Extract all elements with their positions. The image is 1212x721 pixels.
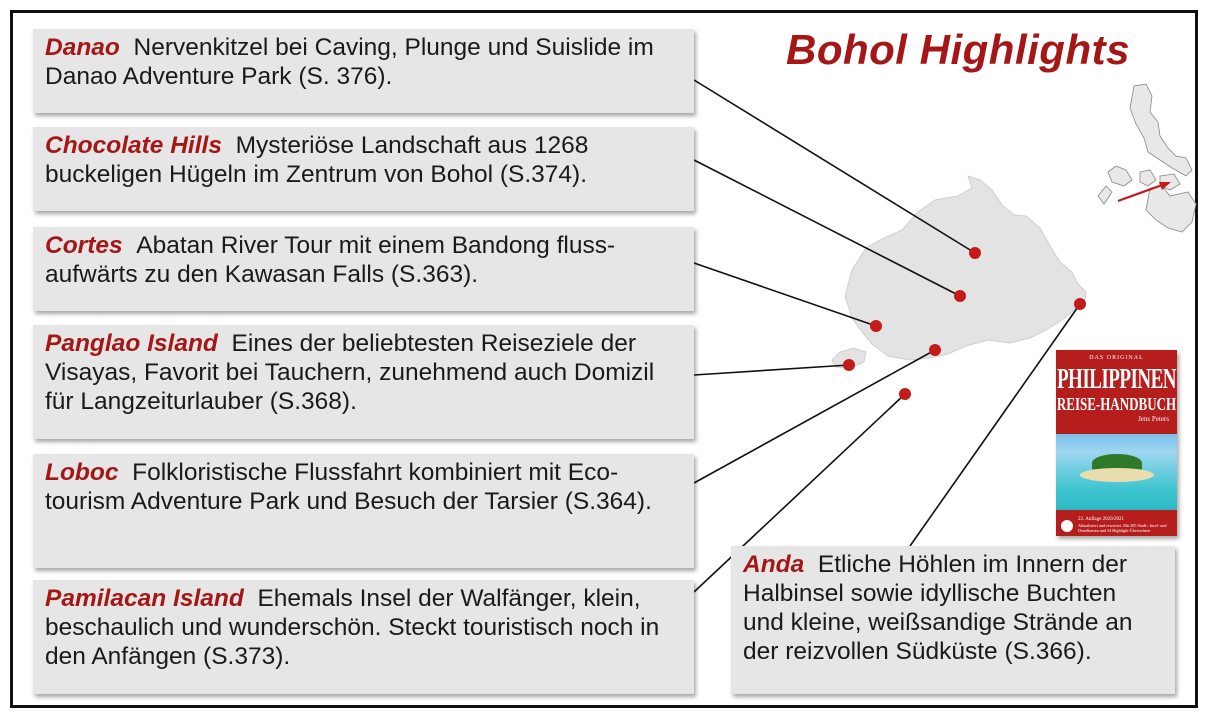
highlight-text: Folkloristische Flussfahrt kombiniert mit Eco-tourism Adventure Park und Besuch der Tarsier (S.364). (45, 459, 652, 515)
highlight-box-1 (33, 29, 694, 113)
highlight-box-3 (33, 227, 694, 311)
book-cover-image (1056, 350, 1177, 536)
highlight-name: Anda (743, 551, 805, 578)
highlight-name: Chocolate Hills (45, 132, 222, 159)
highlight-name: Cortes (45, 232, 123, 259)
connector-line (694, 365, 849, 375)
philippines-overview-map (1098, 84, 1196, 232)
highlight-name: Panglao Island (45, 330, 218, 357)
map-title: Bohol Highlights (786, 26, 1130, 73)
highlight-box-6 (33, 580, 694, 694)
book-title-line2: REISE-HANDBUCH (1056, 393, 1177, 414)
location-marker (870, 320, 882, 332)
book-title-line1: PHILIPPINEN (1056, 364, 1177, 396)
highlight-text: Eines der beliebtesten Reiseziele der Visayas, Favorit bei Tauchern, zunehmend auch Domizil für Langzeiturlauber (S.368). (45, 330, 655, 415)
highlight-name: Danao (45, 34, 120, 61)
highlight-text: Etliche Höhlen im Innern der Halbinsel sowie idyllische Buchten und kleine, weißsandige Strände an der reizvollen Südküste (S.366). (743, 551, 1133, 665)
highlight-text: Ehemals Insel der Walfänger, klein, beschaulich und wunderschön. Steckt touristisch noch in den Anfängen (S.373). (45, 585, 660, 670)
location-marker (899, 388, 911, 400)
book-blurb: Aktualisiert und erweitert. Mit 285 Stadt-, Insel- und Detailkarten und 34 Highlight-Übersichten (1078, 523, 1167, 533)
highlight-box-5 (33, 454, 694, 568)
highlight-box-2 (33, 127, 694, 211)
connector-line (694, 350, 935, 483)
location-marker (843, 359, 855, 371)
book-author: Jens Peters (1138, 415, 1169, 423)
bohol-island (845, 176, 1086, 360)
location-marker (929, 344, 941, 356)
location-marker (1074, 298, 1086, 310)
highlight-name: Pamilacan Island (45, 585, 244, 612)
highlight-name: Loboc (45, 459, 119, 486)
connector-line (694, 80, 975, 253)
highlight-box-4 (33, 325, 694, 439)
book-edition: 23. Auflage 2020/2021 (1078, 517, 1124, 522)
publisher-logo-icon (1060, 519, 1074, 533)
highlight-text: Nervenkitzel bei Caving, Plunge und Suislide im Danao Adventure Park (S. 376). (45, 34, 654, 90)
highlight-text: Abatan River Tour mit einem Bandong fluss-aufwärts zu den Kawasan Falls (S.363). (45, 232, 616, 288)
location-marker (954, 290, 966, 302)
location-marker (969, 247, 981, 259)
highlight-box-7 (731, 546, 1175, 694)
highlight-text: Mysteriöse Landschaft aus 1268 buckeligen Hügeln im Zentrum von Bohol (S.374). (45, 132, 589, 188)
book-overline: DAS ORIGINAL (1089, 355, 1144, 361)
